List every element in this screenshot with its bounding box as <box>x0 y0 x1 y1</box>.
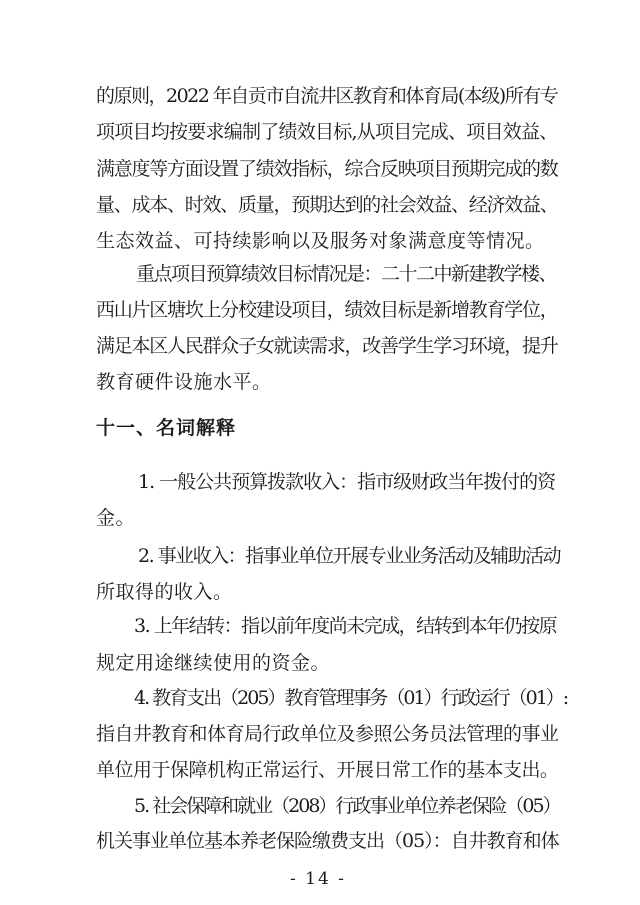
definition-line: 指自井教育和体育局行政单位及参照公务员法管理的事业 <box>96 723 559 745</box>
definition-line: 5. 社会保障和就业（208）行政事业单位养老保险（05） <box>134 795 560 817</box>
definition-line: 4. 教育支出（205）教育管理事务（01）行政运行（01）: <box>134 687 568 709</box>
definition-line: 2. 事业收入：指事业单位开展专业业务活动及辅助活动 <box>138 545 561 567</box>
definition-line: 所取得的收入。 <box>96 581 233 603</box>
paragraph-line: 西山片区塘坎上分校建设项目，绩效目标是新增教育学位， <box>96 299 558 321</box>
paragraph-line: 生态效益、可持续影响以及服务对象满意度等情况。 <box>96 230 545 252</box>
paragraph-line: 教育硬件设施水平。 <box>96 371 272 393</box>
definition-line: 金。 <box>96 507 136 529</box>
section-heading: 十一、名词解释 <box>96 417 237 439</box>
paragraph-line: 满足本区人民群众子女就读需求，改善学生学习环境，提升 <box>96 335 558 357</box>
definition-line: 1. 一般公共预算拨款收入：指市级财政当年拨付的资 <box>138 471 556 493</box>
paragraph-line: 的原则，2022 年自贡市自流井区教育和体育局(本级)所有专 <box>96 85 558 107</box>
definition-line: 规定用途继续使用的资金。 <box>96 652 331 674</box>
paragraph-line: 重点项目预算绩效目标情况是：二十二中新建教学楼、 <box>136 263 557 285</box>
paragraph-line: 项项目均按要求编制了绩效目标,从项目完成、项目效益、 <box>96 121 558 143</box>
paragraph-line: 量、成本、时效、质量，预期达到的社会效益、经济效益、 <box>96 194 558 216</box>
paragraph-line: 满意度等方面设置了绩效指标，综合反映项目预期完成的数 <box>96 158 558 180</box>
definition-line: 机关事业单位基本养老保险缴费支出（05）：自井教育和体 <box>96 830 559 852</box>
page-number: - 14 - <box>290 869 346 889</box>
definition-line: 单位用于保障机构正常运行、开展日常工作的基本支出。 <box>96 759 559 781</box>
definition-line: 3. 上年结转：指以前年度尚未完成，结转到本年仍按原 <box>134 615 557 637</box>
